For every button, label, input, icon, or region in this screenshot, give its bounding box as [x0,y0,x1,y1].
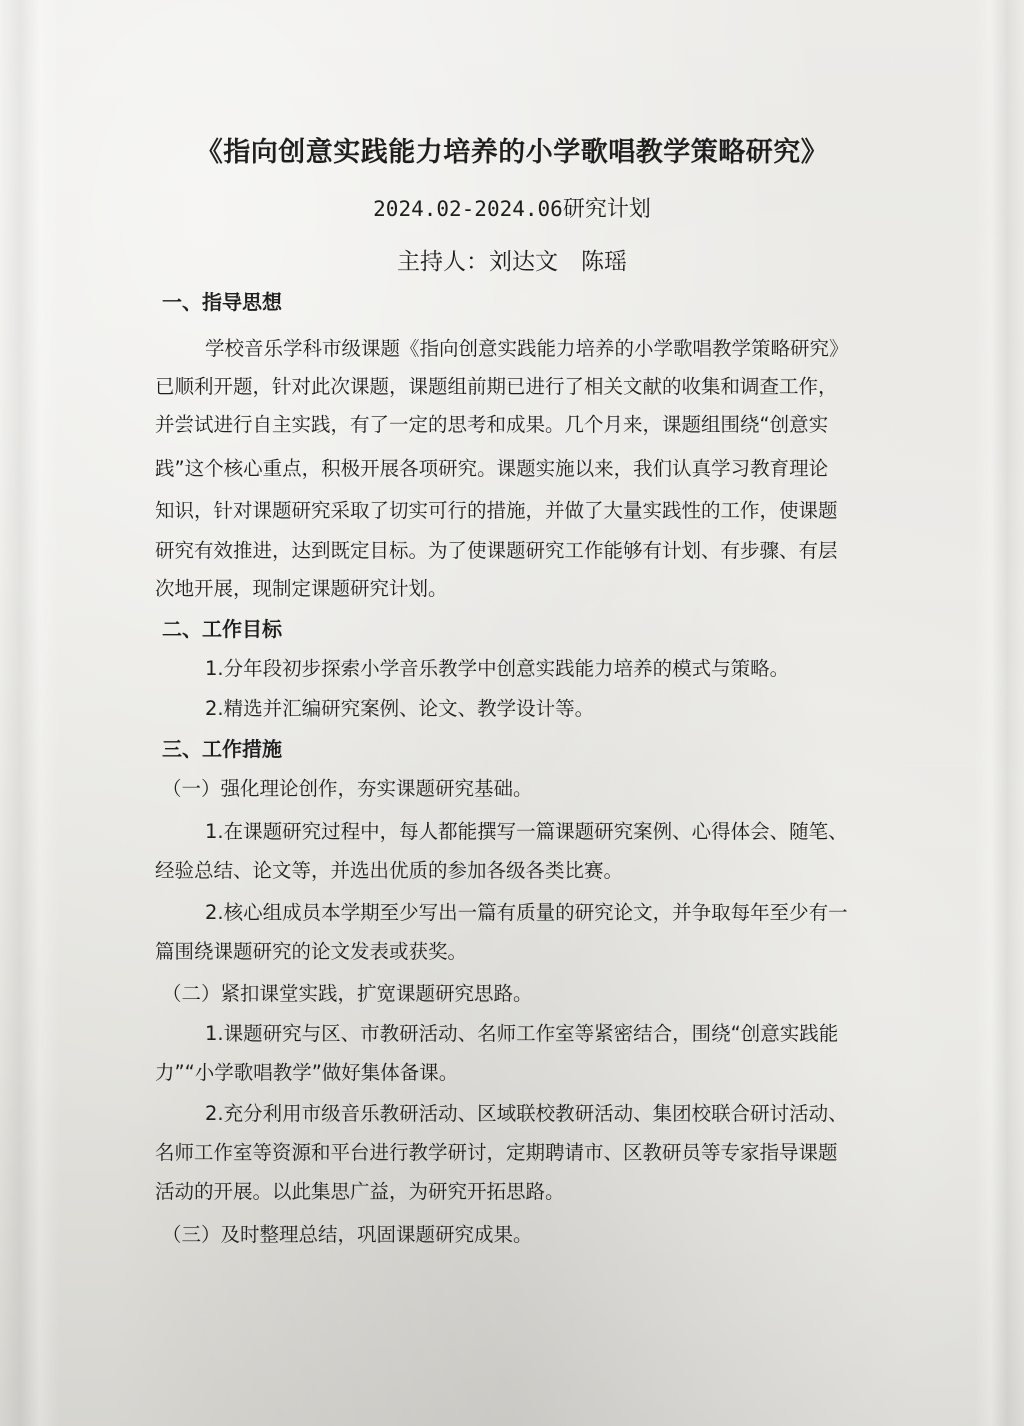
subsection-heading: （一）强化理论创作，夯实课题研究基础。 [162,777,533,800]
paragraph-line: 研究有效推进，达到既定目标。为了使课题研究工作能够有计划、有步骤、有层 [155,539,838,562]
paragraph-line: 践”这个核心重点，积极开展各项研究。课题实施以来，我们认真学习教育理论 [155,457,829,480]
plan-label: 研究计划 [562,197,651,222]
paragraph-line: 学校音乐学科市级课题《指向创意实践能力培养的小学歌唱教学策略研究》 [205,337,849,360]
paragraph-line: 已顺利开题，针对此次课题，课题组前期已进行了相关文献的收集和调查工作， [155,375,838,398]
paragraph-line: 并尝试进行自主实践，有了一定的思考和成果。几个月来，课题组围绕“创意实 [155,413,829,436]
goal-item: 1.分年段初步探索小学音乐教学中创意实践能力培养的模式与策略。 [205,657,790,680]
paragraph-line: 次地开展，现制定课题研究计划。 [155,577,448,600]
paragraph-line: 名师工作室等资源和平台进行教学研讨，定期聘请市、区教研员等专家指导课题 [155,1141,838,1164]
paragraph-line: 力”“小学歌唱教学”做好集体备课。 [155,1061,459,1084]
paragraph-line: 篇围绕课题研究的论文发表或获奖。 [155,940,468,963]
goal-item: 2.精选并汇编研究案例、论文、教学设计等。 [205,697,595,720]
hosts-line: 主持人：刘达文 陈瑶 [397,249,627,275]
section-heading-guiding-thought: 一、指导思想 [162,290,282,314]
section-heading-work-goals: 二、工作目标 [162,617,282,641]
subsection-heading: （三）及时整理总结，巩固课题研究成果。 [162,1223,533,1246]
paragraph-line: 1.在课题研究过程中，每人都能撰写一篇课题研究案例、心得体会、随笔、 [205,820,848,843]
section-heading-work-measures: 三、工作措施 [162,737,282,761]
paragraph-line: 1.课题研究与区、市教研活动、名师工作室等紧密结合，围绕“创意实践能 [205,1022,839,1045]
paragraph-line: 2.核心组成员本学期至少写出一篇有质量的研究论文，并争取每年至少有一 [205,901,848,924]
paragraph-line: 经验总结、论文等，并选出优质的参加各级各类比赛。 [155,859,624,882]
subsection-heading: （二）紧扣课堂实践，扩宽课题研究思路。 [162,982,533,1005]
document-title: 《指向创意实践能力培养的小学歌唱教学策略研究》 [195,137,829,168]
plan-subtitle [0,192,1024,223]
paragraph-line: 活动的开展。以此集思广益，为研究开拓思路。 [155,1180,565,1203]
paragraph-line: 2.充分利用市级音乐教研活动、区域联校教研活动、集团校联合研讨活动、 [205,1102,848,1125]
plan-period: 2024.02-2024.06 [373,197,563,221]
paragraph-line: 知识，针对课题研究采取了切实可行的措施，并做了大量实践性的工作，使课题 [155,499,838,522]
